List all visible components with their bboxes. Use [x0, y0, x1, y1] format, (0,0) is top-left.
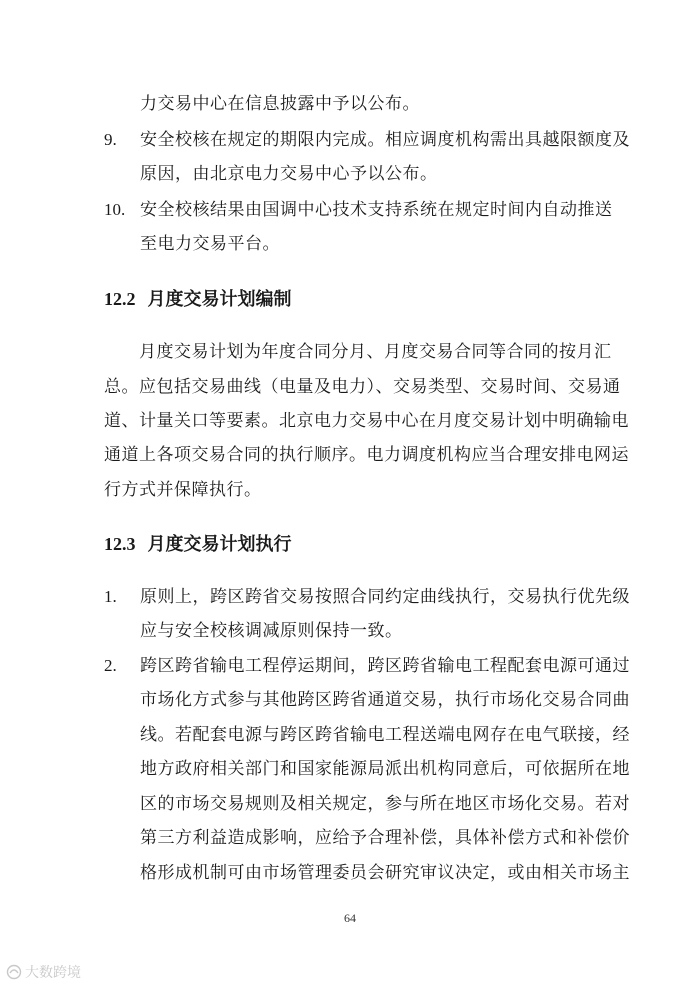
- list-item-line: 区的市场交易规则及相关规定，参与所在地区市场化交易。若对: [140, 794, 630, 814]
- section-heading-12-3: [104, 532, 292, 557]
- list-item-number: 1.: [104, 587, 117, 606]
- list-item-line: 安全校核结果由国调中心技术支持系统在规定时间内自动推送: [140, 200, 613, 220]
- continued-line: 力交易中心在信息披露中予以公布。: [140, 94, 420, 114]
- section-title: 月度交易计划编制: [147, 289, 292, 310]
- paragraph-line: 月度交易计划为年度合同分月、月度交易合同等合同的按月汇: [104, 342, 612, 362]
- section-number: 12.2: [104, 289, 136, 309]
- paragraph-line: 道、计量关口等要素。北京电力交易中心在月度交易计划中明确输电: [104, 411, 629, 431]
- list-item-line: 至电力交易平台。: [140, 234, 280, 254]
- paragraph-line: 通道上各项交易合同的执行顺序。电力调度机构应当合理安排电网运: [104, 445, 629, 465]
- section-title: 月度交易计划执行: [147, 534, 292, 555]
- list-item-number: 9.: [104, 130, 117, 149]
- list-item-line: 安全校核在规定的期限内完成。相应调度机构需出具越限额度及: [140, 130, 630, 150]
- paragraph-line: 行方式并保障执行。: [104, 480, 262, 500]
- list-item-line: 原则上，跨区跨省交易按照合同约定曲线执行，交易执行优先级: [140, 587, 630, 607]
- list-item-number: 10.: [104, 200, 126, 219]
- page-number: 64: [344, 911, 356, 925]
- list-item-line: 市场化方式参与其他跨区跨省通道交易，执行市场化交易合同曲: [140, 690, 630, 710]
- list-item-line: 线。若配套电源与跨区跨省输电工程送端电网存在电气联接，经: [140, 725, 630, 745]
- watermark-logo-icon: [6, 964, 22, 980]
- list-item-number: 2.: [104, 656, 117, 675]
- list-item-line: 格形成机制可由市场管理委员会研究审议决定，或由相关市场主: [140, 863, 630, 883]
- list-item-line: 地方政府相关部门和国家能源局派出机构同意后，可依据所在地: [140, 759, 630, 779]
- list-item-line: 应与安全校核调减原则保持一致。: [140, 621, 403, 641]
- paragraph-line: 总。应包括交易曲线（电量及电力）、交易类型、交易时间、交易通: [104, 377, 621, 397]
- watermark-text: 大数跨境: [25, 965, 81, 981]
- section-heading-12-2: [104, 287, 292, 312]
- list-item-line: 第三方利益造成影响，应给予合理补偿，具体补偿方式和补偿价: [140, 828, 630, 848]
- list-item-line: 原因，由北京电力交易中心予以公布。: [140, 164, 438, 184]
- section-number: 12.3: [104, 534, 136, 554]
- watermark: [6, 962, 81, 982]
- list-item-line: 跨区跨省输电工程停运期间，跨区跨省输电工程配套电源可通过: [140, 656, 630, 676]
